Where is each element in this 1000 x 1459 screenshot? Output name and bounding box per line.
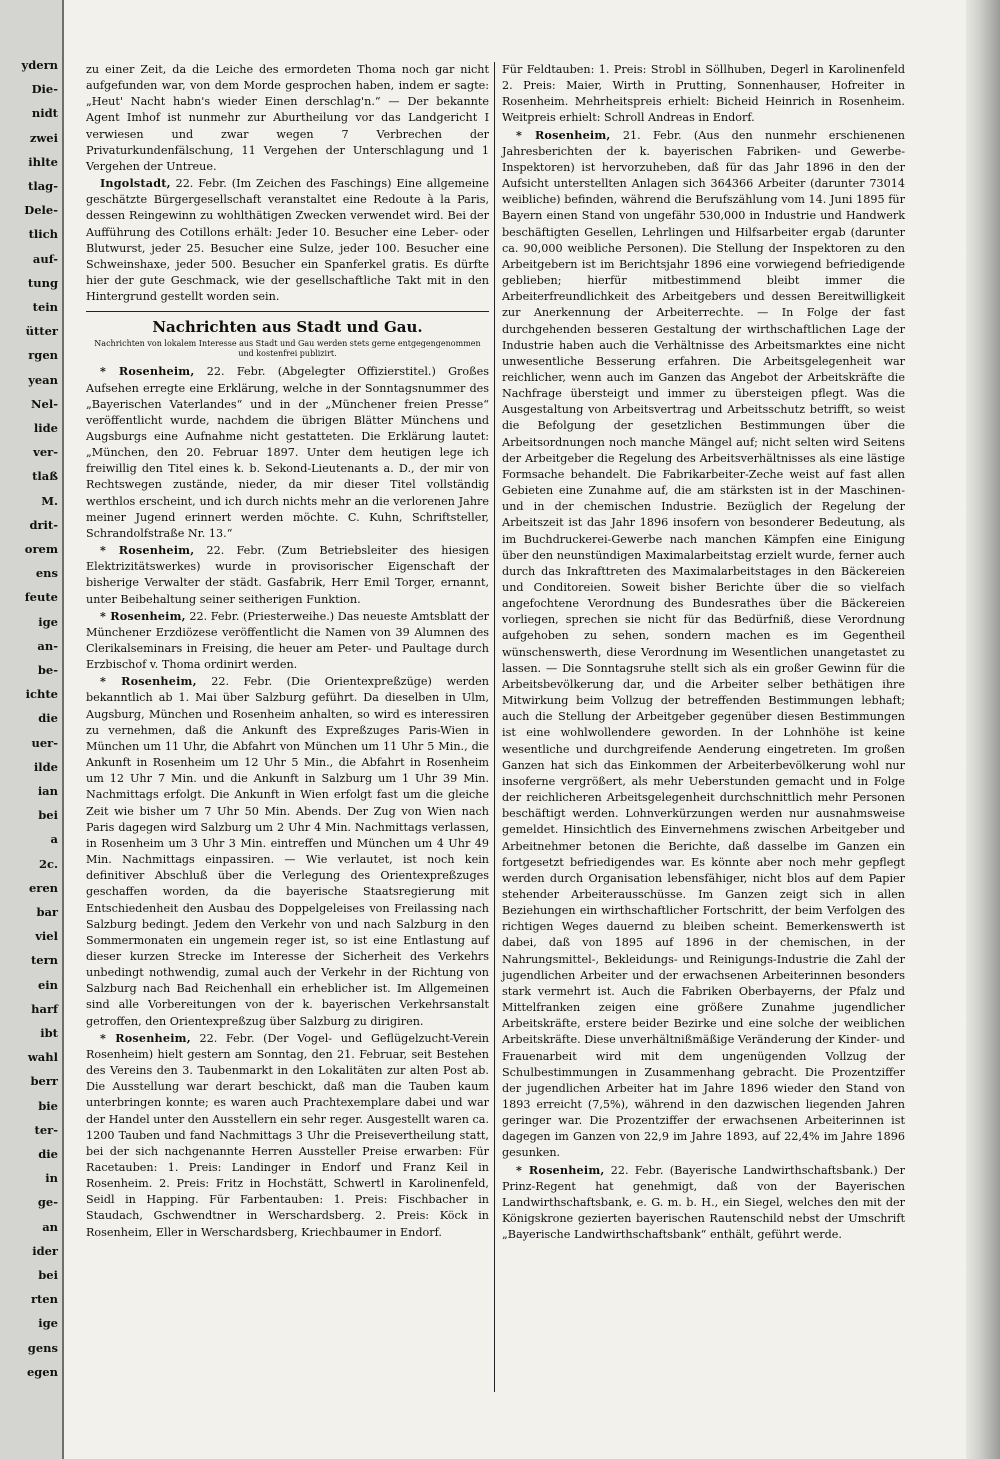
article-officer-title: * Rosenheim, 22. Febr. (Abgelegter Offizierstitel.) Großes Aufsehen erregte eine Erklärung, welche in der Sonntagsnummer des „Bayerischen Vaterlandes“ und in der „Münchener freien Presse“ veröffentlicht wurde, nachdem die übrigen Blätter Münchens und Augsburgs eine Aufnahme nicht gestatteten. Die Erklärung lautet: „München, den 20. Februar 1897. Unter dem heutigen lege ich freiwillig den Titel eines k. b. Sekond-Lieutenants a. D., der mir von Rechtswegen zustände, nieder, da mir dieser Titel vollständig werthlos erscheint, und ich durch nichts mehr an die verlorenen Jahre meiner Jugend erinnert werden möchte. C. Kuhn, Schriftsteller, Schrandolfstraße Nr. 13.“: [86, 364, 489, 540]
margin-fragment: feute: [24, 590, 58, 605]
margin-fragment: an: [42, 1219, 58, 1234]
margin-fragment: ens: [35, 566, 58, 581]
margin-fragment: Die-: [31, 82, 58, 97]
margin-fragment: zwei: [29, 130, 58, 145]
margin-fragment: eren: [28, 880, 58, 895]
margin-fragment: ütter: [25, 324, 58, 339]
margin-fragment: bei: [38, 808, 58, 823]
margin-fragment: auf-: [32, 251, 58, 266]
section-subheading: Nachrichten von lokalem Interesse aus Stadt und Gau werden stets gerne entgegengenommen und kostenfrei publizirt.: [94, 339, 481, 359]
margin-fragment: rten: [30, 1292, 58, 1307]
margin-fragment: tung: [27, 275, 58, 290]
margin-fragment: uer-: [31, 735, 58, 750]
margin-fragment: tlaß: [32, 469, 58, 484]
margin-fragment: die: [38, 1147, 58, 1161]
margin-fragment: lide: [33, 421, 58, 435]
margin-fragment: wahl: [27, 1050, 58, 1065]
article-pigeon-prizes: Für Feldtauben: 1. Preis: Strobl in Söllhuben, Degerl in Karolinenfeld 2. Preis: Maier, Wirth in Prutting, Sonnenhauser, Hofreiter in Rosenheim. Mehrheitspreis erhielt: Bicheid Heinrich in Rosenheim. Weitpreis erhielt: Schroll Andreas in Endorf.: [502, 63, 905, 125]
margin-fragment: bar: [36, 905, 58, 919]
margin-fragment: ilde: [33, 759, 58, 774]
margin-fragment: ider: [32, 1243, 58, 1258]
margin-fragment: tern: [30, 953, 58, 968]
margin-fragment: viel: [35, 929, 58, 944]
article-murder-case: zu einer Zeit, da die Leiche des ermordeten Thoma noch gar nicht aufgefunden war, von dem Morde gesprochen haben, indem er sagte: „Heut' Nacht habn's wieder Einen derschlag'n.“ — Der bekannte Agent Imhof ist nunmehr zur Aburtheilung vor das Landgericht I verwiesen und zwar wegen 7 Verbrechen der Privaturkundenfälschung, 11 Vergehen der Unterschlagung und 1 Vergehen der Untreue.: [86, 63, 489, 173]
margin-fragment: ter-: [34, 1122, 58, 1137]
margin-fragment: ibt: [40, 1026, 58, 1040]
margin-fragment: ver-: [33, 445, 58, 460]
dateline: * Rosenheim,: [100, 364, 195, 379]
margin-fragment: ige: [38, 1316, 58, 1331]
column-divider: [494, 62, 495, 1392]
dateline: * Rosenheim,: [516, 1162, 605, 1177]
dateline: * Rosenheim,: [100, 608, 186, 623]
dateline: Ingolstadt,: [100, 176, 171, 191]
article-factory-inspection: * Rosenheim, 21. Febr. (Aus den nunmehr erschienenen Jahresberichten der k. bayerischen Fabriken- und Gewerbe-Inspektoren) ist hervorzuheben, daß für das Jahr 1896 in den der Aufsicht unterstellten Anlagen sich 364366 Arbeiter (darunter 73014 weibliche) befinden, während die Berufszählung vom 14. Juni 1895 für Bayern einen Stand von ungefähr 530,000 in Industrie und Handwerk beschäftigten Gesellen, Lehrlingen und Hilfsarbeiter ergab (darunter ca. 90,000 weibliche Personen). Die Stellung der Inspektoren zu den Arbeitgebern ist im Berichtsjahr 1896 eine vorwiegend befriedigende geblieben; hierfür mitbestimmend bleibt immer die Arbeiterfreundlichkeit des Arbeitgebers und dessen Bereitwilligkeit zur Anerkennung der Arbeiterrechte. — In Folge der fast durchgehenden besseren Gestaltung der wirthschaftlichen Lage der Industrie haben auch die Verhältnisse des Arbeitsmarktes eine nicht unwesentliche Besserung erfahren. Die Arbeitsgelegenheit war reichlicher, wenn auch im Ganzen das Angebot der Arbeitskräfte die Nachfrage übersteigt und immer zu übersteigen pflegt. Was die Ausgestaltung von Arbeitsvertrag und Arbeitsschutz betrifft, so weist die Befolgung der gesetzlichen Bestimmungen über die Arbeitsordnungen noch manche Mängel auf; nicht selten wird Seitens der Arbeitgeber die Regelung des Arbeitsverhältnisses als eine lästige Formsache behandelt. Die Fabrikarbeiter-Zeche weist auf fast allen Gebieten eine Zunahme auf, die am stärksten ist in der Maschinen- und in der chemischen Industrie. Bezüglich der Regelung der Arbeitszeit ist das Jahr 1896 insofern von besonderer Bedeutung, als im Buchdruckerei-Gewerbe nach manchen Kämpfen eine Einigung über den neunstündigen Maximalarbeitstag erzielt wurde, ferner auch durch das Inkrafttreten des Maximalarbeitstages in den Bäckereien und Conditoreien. Soweit bisher Berichte über die so vielfach angefochtene Verordnung des Bundesrathes über die Bäckereien vorliegen, sprechen sie nicht für das Bedürfniß, diese Verordnung aufgehoben zu sehen, sondern machen es im Gegentheil wünschenswerth, diese Verordnung im Wesentlichen unangetastet zu lassen. — Die Sonntagsruhe stellt sich als ein großer Gewinn für die Arbeitsbevölkerung dar, und die Arbeiter selber bethätigen ihre Mitwirkung beim Vollzug der betreffenden Bestimmungen lebhaft; auch die Stellung der Arbeitgeber gegenüber diesen Bestimmungen ist eine wohlwollendere geworden. In der Lohnhöhe ist keine wesentliche und durchgreifende Aenderung eingetreten. Im großen Ganzen hat sich das Einkommen der Arbeiterbevölkerung wohl nur insoferne vergrößert, als mehr Ueberstunden gemacht und in Folge der reichlicheren Arbeitsgelegenheit durchschnittlich mehr Personen beschäftigt werden. Lohnverkürzungen werden nur ausnahmsweise gemeldet. Hinsichtlich des Einvernehmens zwischen Arbeitgeber und Arbeitnehmer betonen die Berichte, daß dasselbe im Ganzen ein fortgesetzt befriedigendes war. Es könnte aber noch mehr gepflegt werden durch Organisation lebensfähiger, nicht blos auf dem Papier stehender Arbeiterausschüsse. Im Ganzen zeigt sich in allen Beziehungen ein wirthschaftlicher Fortschritt, der beim Verfolgen des richtigen Weges dauernd zu bleiben scheint. Bemerkenswerth ist dabei, daß von 1895 auf 1896 in der chemischen, in der Nahrungsmittel-, Bekleidungs- und Reinigungs-Industrie die Zahl der jugendlichen Arbeiter und der erwachsenen Arbeiterinnen besonders stark vermehrt ist. Auch die Fabriken Oberbayerns, der Pfalz und Mittelfranken zeigen eine größere Zunahme jugendlicher Arbeitskräfte, erstere beider Bezirke und eine solche der weiblichen Arbeitskräfte. Diese unverhältnißmäßige Veränderung der Kinder- und Frauenarbeit wird mit dem ungenügenden Vollzug der Schulbestimmungen in Zusammenhang gebracht. Die Prozentziffer der jugendlichen Arbeiter hat im Jahre 1896 wieder den Stand von 1893 erreicht (7,5%), während in den dazwischen liegenden Jahren geringer war. Die Prozentziffer der erwachsenen Arbeiterinnen ist dagegen im Ganzen von 22,9 im Jahre 1893, auf 22,4% im Jahre 1896 gesunken.: [502, 127, 905, 1160]
article-electricity-works: * Rosenheim, 22. Febr. (Zum Betriebsleiter des hiesigen Elektrizitätswerkes) wurde in provisorischer Eigenschaft der bisherige Verwalter der städt. Gasfabrik, Herr Emil Torger, ernannt, unter Beibehaltung seiner seitherigen Funktion.: [86, 543, 489, 606]
margin-fragment: 2c.: [38, 856, 58, 871]
margin-fragment: yean: [28, 372, 58, 387]
margin-fragment: ge-: [37, 1195, 58, 1210]
margin-fragment: M.: [41, 493, 58, 508]
margin-fragment: gens: [27, 1340, 58, 1355]
margin-fragment: tlag-: [28, 179, 58, 193]
margin-fragment: drit-: [29, 517, 58, 532]
margin-fragment: ichte: [25, 687, 58, 702]
margin-fragment: Dele-: [24, 203, 58, 218]
margin-fragment: a: [50, 832, 58, 847]
margin-fragment: ein: [37, 977, 58, 992]
margin-fragment: tein: [32, 300, 58, 314]
margin-fragment: bei: [38, 1268, 58, 1282]
margin-fragment: orem: [24, 542, 58, 556]
dateline: * Rosenheim,: [100, 674, 197, 689]
adjacent-page-strip: [0, 0, 62, 1459]
article-ingolstadt: Ingolstadt, 22. Febr. (Im Zeichen des Faschings) Eine allgemeine geschätzte Bürgergesellschaft veranstaltet eine Redoute à la Paris, dessen Reingewinn zu wohlthätigen Zwecken verwendet wird. Bei der Aufführung des Cotillons erhält: Jeder 10. Besucher eine Leber- oder Blutwurst, jeder 25. Besucher eine Sulze, jeder 100. Besucher eine Schweinshaxe, jeder 500. Besucher ein Spanferkel gratis. Es dürfte hier der gute Geschmack, wie der gesellschaftliche Takt mit in den Hintergrund gestellt worden sein.: [86, 176, 489, 304]
margin-fragment: in: [45, 1171, 58, 1186]
article-agricultural-bank: * Rosenheim, 22. Febr. (Bayerische Landwirthschaftsbank.) Der Prinz-Regent hat genehmigt, daß von der Bayerischen Landwirthschaftsbank, e. G. m. b. H., ein Siegel, welches den mit der Königskrone gezierten bayerischen Rautenschild nebst der Umschrift „Bayerische Landwirthschaftsbank“ enthält, geführt werde.: [502, 1162, 905, 1242]
article-pigeon-market: * Rosenheim, 22. Febr. (Der Vogel- und Geflügelzucht-Verein Rosenheim) hielt gestern am Sonntag, den 21. Februar, seit Bestehen des Vereins den 3. Taubenmarkt in den Lokalitäten zur alten Post ab. Die Ausstellung war derart beschickt, daß man die Tauben kaum unterbringen konnte; es waren auch Prachtexemplare dabei und war der Handel unter den Ausstellern ein sehr reger. Ausgestellt waren ca. 1200 Tauben und fand Nachmittags 3 Uhr die Preisevertheilung statt, bei der sich nachgenannte Herren Aussteller Preise erwarben: Für Racetauben: 1. Preis: Landinger in Endorf und Franz Keil in Rosenheim. 2. Preis: Fritz in Hochstätt, Schwertl in Karolinenfeld, Seidl in Happing. Für Farbentauben: 1. Preis: Fischbacher in Staudach, Gschwendtner in Werschardsberg. 2. Preis: Köck in Rosenheim, Eller in Werschardsberg, Kriechbaumer in Endorf.: [86, 1030, 489, 1239]
margin-fragment: ihlte: [28, 154, 58, 169]
right-column: [502, 62, 905, 1243]
margin-fragment: berr: [30, 1074, 58, 1089]
article-ordination: * Rosenheim, 22. Febr. (Priesterweihe.) Das neueste Amtsblatt der Münchener Erzdiözese veröffentlicht die Namen von 39 Alumnen des Clerikalseminars in Freising, die heuer am Peter- und Paultage durch Erzbischof v. Thoma ordinirt werden.: [86, 608, 489, 672]
margin-fragment: egen: [26, 1364, 58, 1379]
article-orient-express: * Rosenheim, 22. Febr. (Die Orientexpreßzüge) werden bekanntlich ab 1. Mai über Salzburg geführt. Da dieselben in Ulm, Augsburg, München und Rosenheim anhalten, so wird es interessiren zu vernehmen, daß die Ankunft des Expreßzuges Paris-Wien in München um 11 Uhr, die Abfahrt von München um 11 Uhr 5 Min., die Ankunft in Rosenheim um 12 Uhr 5 Min., die Abfahrt in Rosenheim um 12 Uhr 7 Min. und die Ankunft in Salzburg um 1 Uhr 39 Min. Nachmittags erfolgt. Die Ankunft in Wien erfolgt fast um die gleiche Zeit wie bisher um 7 Uhr 50 Min. Abends. Der Zug von Wien nach Paris dagegen wird Salzburg um 2 Uhr 4 Min. Nachmittags verlassen, in Rosenheim um 3 Uhr 3 Min. eintreffen und München um 4 Uhr 49 Min. Nachmittags einpassiren. — Wie verlautet, ist noch kein definitiver Abschluß über die Verlegung des Orientexpreßzuges geschaffen worden, da die bayerische Staatsregierung mit Entschiedenheit den Ausbau des Doppelgeleises von Freilassing nach Salzburg bedingt. Jedem den Verkehr von und nach Salzburg in den Sommermonaten ein ungemein reger ist, so ist eine Entlastung auf dieser kurzen Strecke im Interesse der Sicherheit des Verkehrs unbedingt nothwendig, zumal auch der Verkehr in der Richtung von Salzburg nach Bad Reichenhall ein erheblicher ist. Im Allgemeinen sind alle Vorbereitungen von der k. bayerischen Verkehrsanstalt getroffen, den Orientexpreßzug über Salzburg zu dirigiren.: [86, 674, 489, 1028]
margin-fragment: bie: [38, 1098, 58, 1113]
margin-fragment: Nel-: [31, 396, 58, 411]
section-heading: Nachrichten aus Stadt und Gau.: [86, 311, 489, 337]
margin-fragment: tlich: [28, 227, 58, 242]
margin-fragment: ydern: [21, 58, 58, 72]
margin-fragment: ige: [38, 614, 58, 629]
page-edge: [966, 0, 1000, 1459]
dateline: * Rosenheim,: [100, 1030, 191, 1045]
left-column: [86, 62, 489, 1241]
margin-fragment: harf: [31, 1001, 58, 1016]
margin-fragment: nidt: [31, 106, 58, 121]
dateline: * Rosenheim,: [516, 127, 611, 142]
margin-fragment: an-: [37, 638, 58, 653]
margin-fragment: die: [38, 711, 58, 726]
margin-fragment: be-: [37, 663, 58, 677]
margin-fragment: ian: [37, 784, 58, 798]
dateline: * Rosenheim,: [100, 543, 195, 558]
margin-fragment: rgen: [28, 348, 58, 363]
